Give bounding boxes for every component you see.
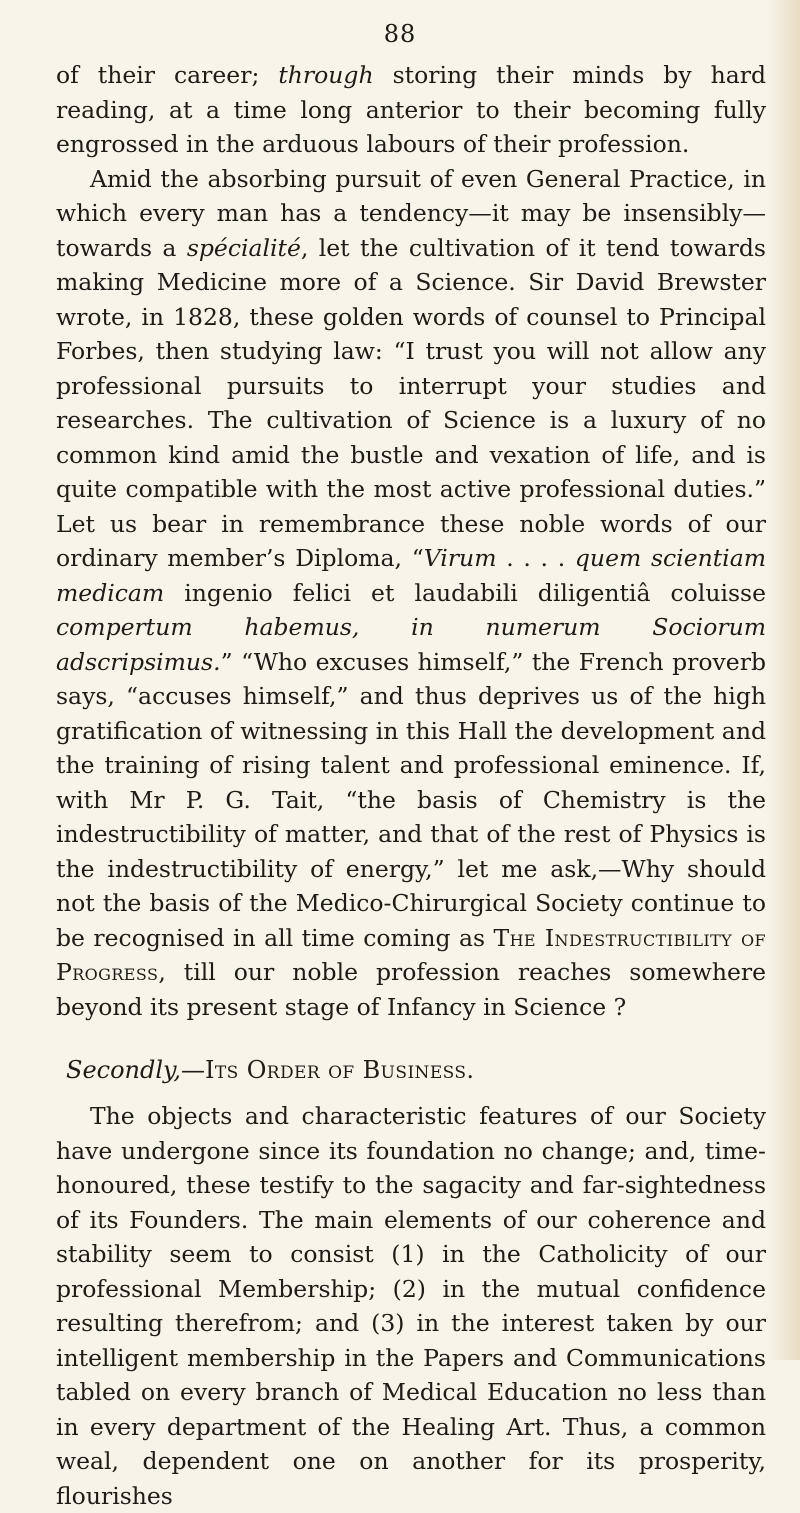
paragraph-1: [56, 58, 766, 162]
paragraph-2-text-k: , till our noble profession reaches somewhere beyond its present stage of Infancy in Science ?: [56, 958, 766, 1021]
paragraph-2-italic-compertum: compertum habemus, in numerum Sociorum adscripsimus.: [56, 613, 766, 676]
paragraph-2-italic-quem: quem scientiam medicam: [56, 544, 766, 607]
page-edge-shadow: [766, 0, 800, 1360]
paragraph-2-text-c: , let the cultivation of it tend towards making Medicine more of a Science. Sir David Brewster wrote, in 1828, these golden words of counsel to Principal Forbes, then studying law: “I trust you will not allow any professional pursuits to interrupt your studies and researches. The cultivation of Science is a luxury of no common kind amid the bustle and vexation of life, and is quite compatible with the most active professional duties.” Let us bear in remembrance these noble words of our ordinary member’s Diploma, “: [56, 233, 766, 572]
paragraph-2-italic-virum: Virum: [423, 544, 497, 572]
section-heading-title: Its Order of Business.: [205, 1056, 475, 1084]
paragraph-2-ellipsis: . . . .: [496, 544, 575, 572]
paragraph-2-text-g: ingenio felici et laudabili diligentiâ coluisse: [164, 578, 766, 607]
section-heading-secondly: Secondly,: [66, 1056, 182, 1084]
section-heading-dash: —: [181, 1056, 206, 1084]
section-heading: [56, 1053, 766, 1087]
paragraph-2-text-a: Amid the absorbing pursuit of even General Practice, in which every man has a tendency—it may be insensibly—towards a: [56, 164, 766, 262]
paragraph-2-italic-specialite: spécialité: [186, 233, 301, 262]
paragraph-2: [56, 162, 766, 1025]
paragraph-3: The objects and characteristic features of our Society have undergone since its foundation no change; and, time-honoured, these testify to the sagacity and far-sightedness of its Founders. The main elements of our coherence and stability seem to consist (1) in the Catholicity of our professional Membership; (2) in the mutual confidence resulting therefrom; and (3) in the interest taken by our intelligent membership in the Papers and Communications tabled on every branch of Medical Education no less than in every department of the Healing Art. Thus, a common weal, dependent one on another for its prosperity, flourishes: [56, 1102, 766, 1510]
paragraph-1-text-a: of their career;: [56, 61, 279, 89]
page-number: 88: [383, 20, 417, 48]
page-content: [56, 58, 766, 1513]
paragraph-1-text-c: storing their minds by hard reading, at a time long anterior to their becoming fully engrossed in the arduous labours of their profession.: [56, 61, 766, 158]
paragraph-2-smallcaps-progress: The Indestructibility of Progress: [56, 923, 766, 986]
paragraph-2-text-i: ” “Who excuses himself,” the French proverb says, “accuses himself,” and thus deprives us of the high gratification of witnessing in this Hall the development and the training of rising talent and professional eminence. If, with Mr P. G. Tait, “the basis of Chemistry is the indestructibility of matter, and that of the rest of Physics is the indestructibility of energy,” let me ask,—Why should not the basis of the Medico-Chirurgical Society continue to be recognised in all time coming as: [56, 647, 766, 952]
paragraph-1-italic-through: through: [278, 61, 374, 89]
